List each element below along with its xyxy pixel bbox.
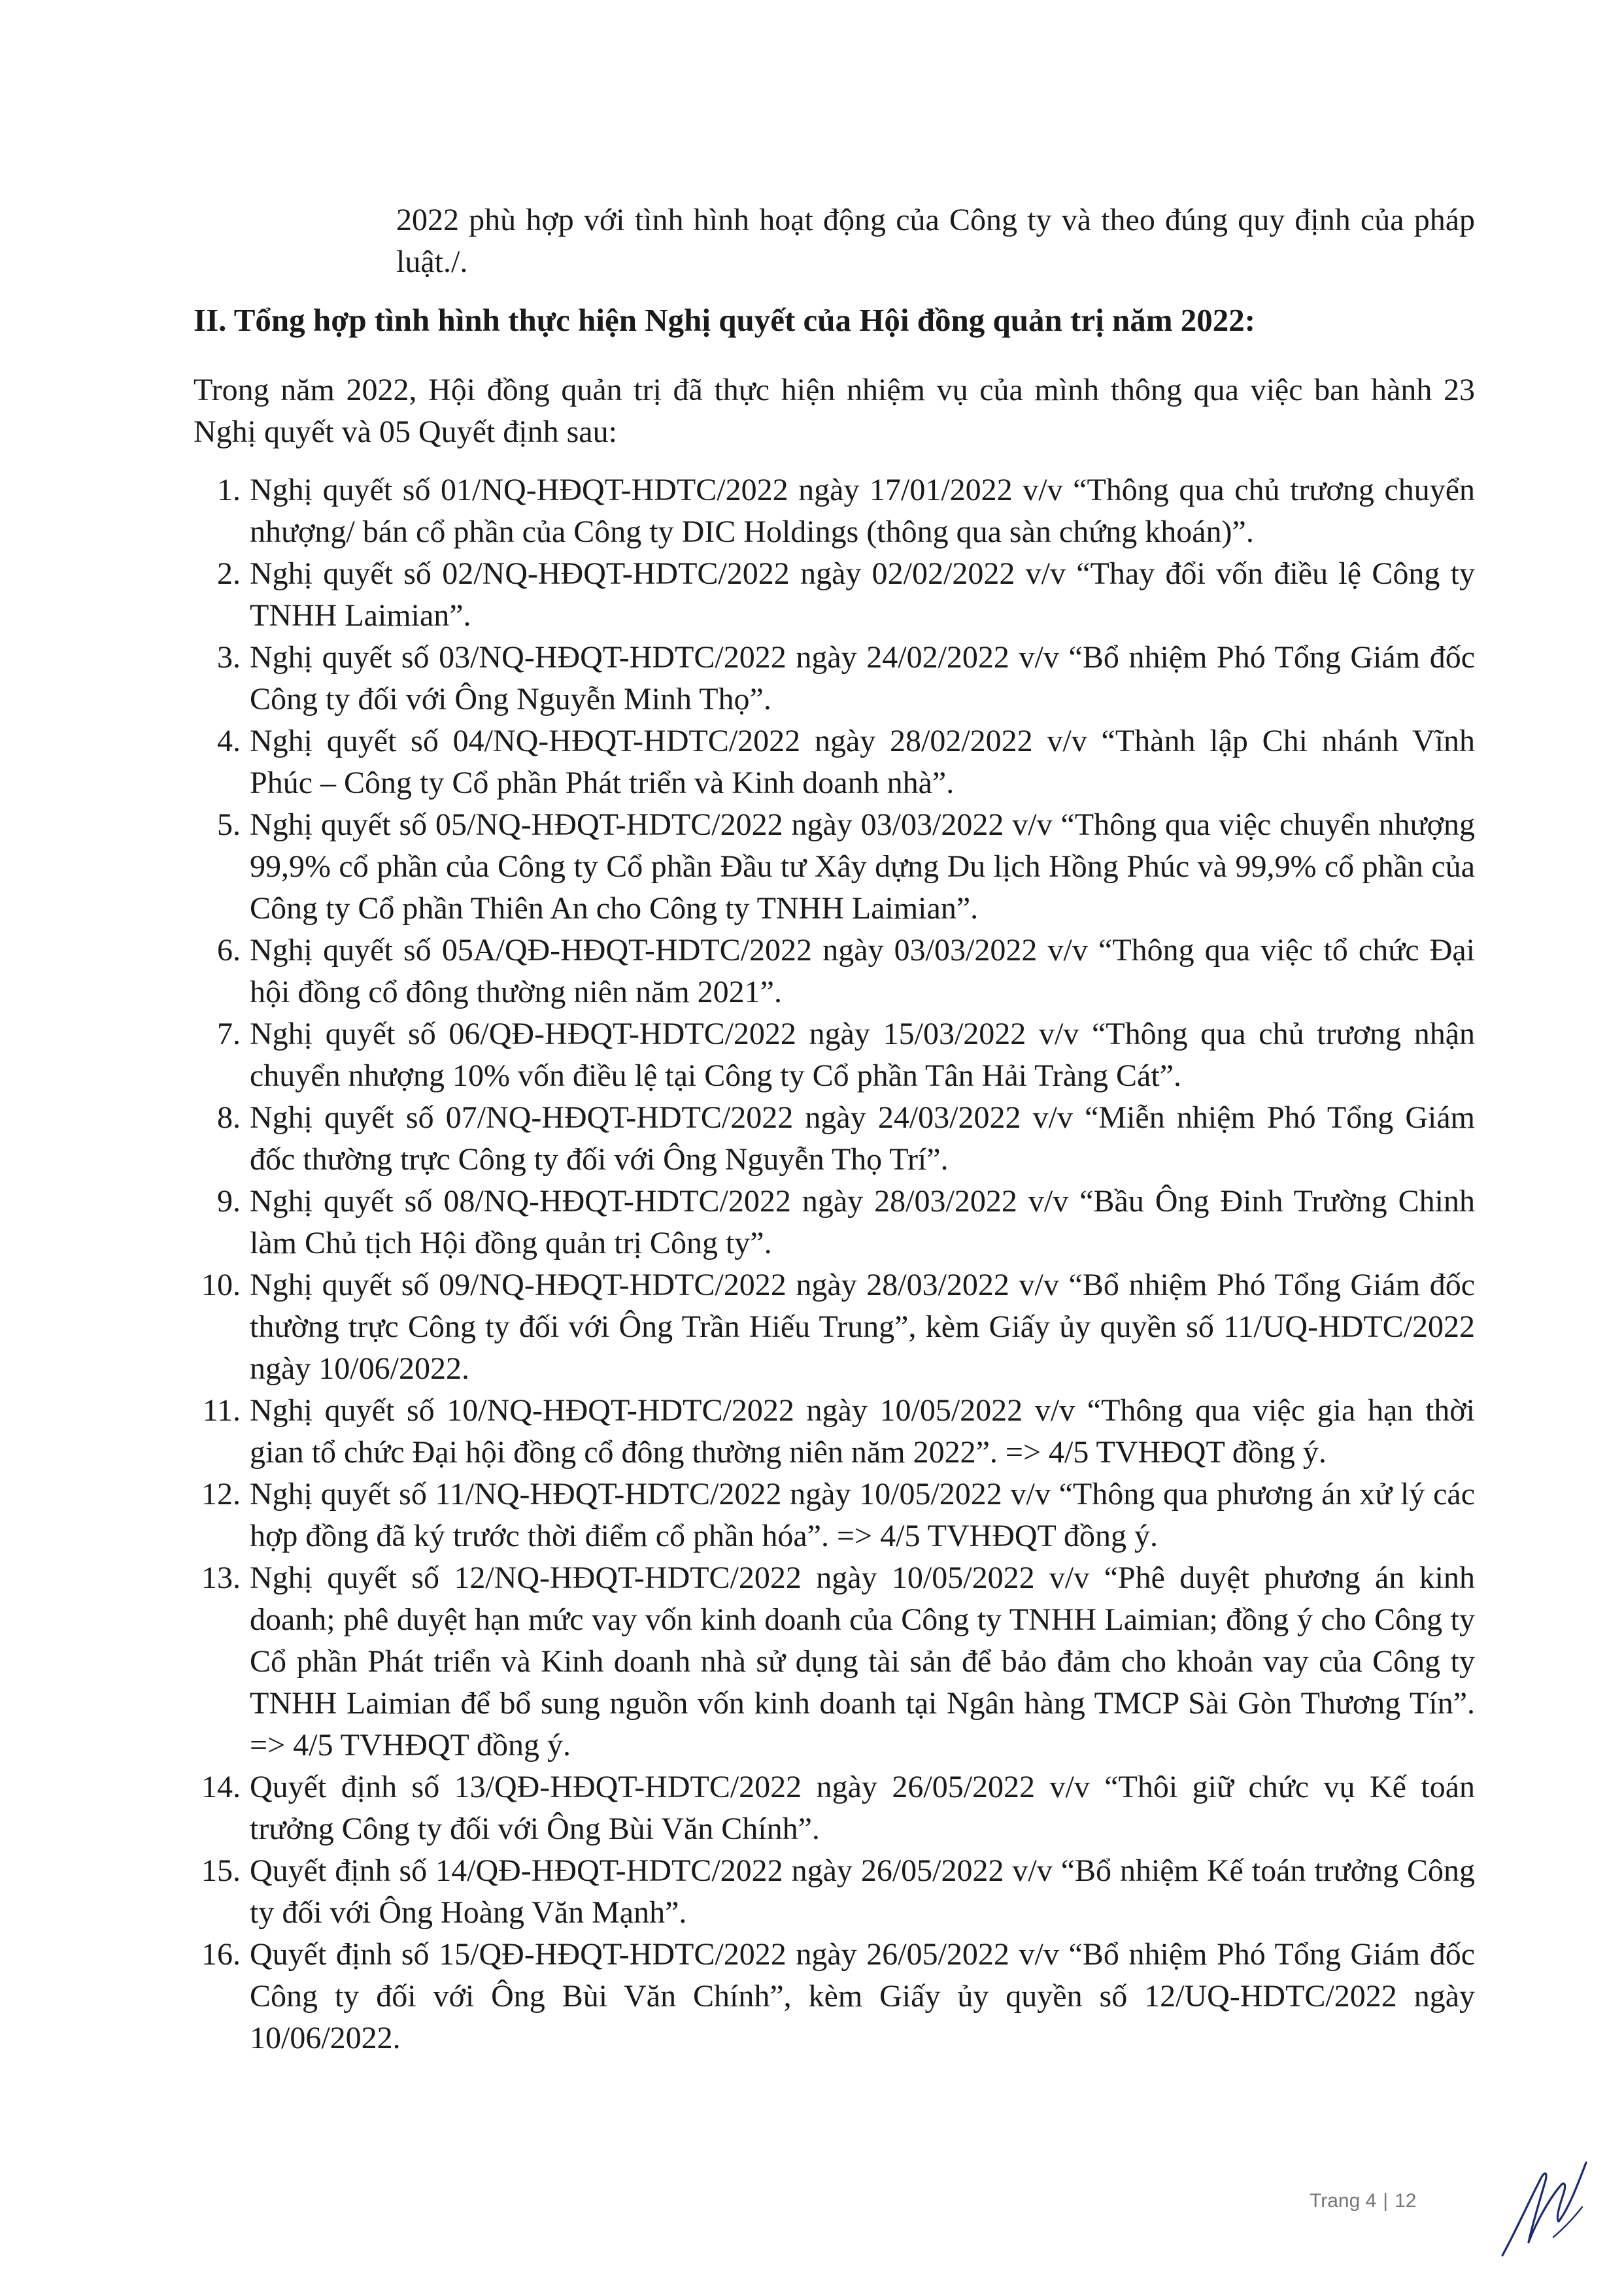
item-number: 2. [217,556,241,591]
item-number: 8. [217,1100,241,1135]
item-number: 15. [201,1853,241,1888]
item-text: Nghị quyết số 11/NQ-HĐQT-HDTC/2022 ngày 10/05/2022 v/v “Thông qua phương án xử lý các hợp đồng đã ký trước thời điểm cổ phần hóa”. => 4/5 TVHĐQT đồng ý. [250,1477,1475,1553]
item-number: 16. [201,1937,241,1972]
page-number: 4 [1365,2190,1377,2212]
item-text: Quyết định số 15/QĐ-HĐQT-HDTC/2022 ngày 26/05/2022 v/v “Bổ nhiệm Phó Tổng Giám đốc Công ty đối với Ông Bùi Văn Chính”, kèm Giấy ủy quyền số 12/UQ-HDTC/2022 ngày 10/06/2022. [250,1937,1475,2055]
item-text: Nghị quyết số 07/NQ-HĐQT-HDTC/2022 ngày 24/03/2022 v/v “Miễn nhiệm Phó Tổng Giám đốc thường trực Công ty đối với Ông Nguyễn Thọ Trí”. [250,1100,1475,1177]
list-item [194,1264,1475,1390]
item-number: 4. [217,724,241,758]
item-text: Nghị quyết số 08/NQ-HĐQT-HDTC/2022 ngày 28/03/2022 v/v “Bầu Ông Đinh Trường Chinh làm Chủ tịch Hội đồng quản trị Công ty”. [250,1184,1475,1260]
item-text: Quyết định số 14/QĐ-HĐQT-HDTC/2022 ngày 26/05/2022 v/v “Bổ nhiệm Kế toán trưởng Công ty đối với Ông Hoàng Văn Mạnh”. [250,1853,1475,1930]
page-separator: | [1383,2190,1389,2212]
item-number: 7. [217,1017,241,1051]
item-text: Nghị quyết số 10/NQ-HĐQT-HDTC/2022 ngày 10/05/2022 v/v “Thông qua việc gia hạn thời gian tổ chức Đại hội đồng cổ đông thường niên năm 2022”. => 4/5 TVHĐQT đồng ý. [250,1393,1475,1470]
list-item [194,1390,1475,1474]
item-text: Nghị quyết số 03/NQ-HĐQT-HDTC/2022 ngày 24/02/2022 v/v “Bổ nhiệm Phó Tổng Giám đốc Công ty đối với Ông Nguyễn Minh Thọ”. [250,640,1475,717]
list-item [194,1934,1475,2059]
item-number: 3. [217,640,241,675]
list-item [194,1557,1475,1766]
list-item [194,1474,1475,1557]
signature-initials-icon [1491,2151,1595,2262]
item-text: Nghị quyết số 05/NQ-HĐQT-HDTC/2022 ngày 03/03/2022 v/v “Thông qua việc chuyển nhượng 99,9% cổ phần của Công ty Cổ phần Đầu tư Xây dựng Du lịch Hồng Phúc và 99,9% cổ phần của Công ty Cổ phần Thiên An cho Công ty TNHH Laimian”. [250,807,1475,926]
continuation-paragraph: 2022 phù hợp với tình hình hoạt động của Công ty và theo đúng quy định của pháp luật./. [396,203,1475,279]
item-text: Nghị quyết số 12/NQ-HĐQT-HDTC/2022 ngày 10/05/2022 v/v “Phê duyệt phương án kinh doanh; phê duyệt hạn mức vay vốn kinh doanh của Công ty TNHH Laimian; đồng ý cho Công ty Cổ phần Phát triển và Kinh doanh nhà sử dụng tài sản để bảo đảm cho khoản vay của Công ty TNHH Laimian để bổ sung nguồn vốn kinh doanh tại Ngân hàng TMCP Sài Gòn Thương Tín”. => 4/5 TVHĐQT đồng ý. [250,1560,1475,1763]
item-text: Nghị quyết số 09/NQ-HĐQT-HDTC/2022 ngày 28/03/2022 v/v “Bổ nhiệm Phó Tổng Giám đốc thường trực Công ty đối với Ông Trần Hiếu Trung”, kèm Giấy ủy quyền số 11/UQ-HDTC/2022 ngày 10/06/2022. [250,1268,1475,1386]
item-text: Nghị quyết số 01/NQ-HĐQT-HDTC/2022 ngày 17/01/2022 v/v “Thông qua chủ trương chuyển nhượng/ bán cổ phần của Công ty DIC Holdings (thông qua sàn chứng khoán)”. [250,473,1475,549]
list-item [194,1181,1475,1264]
list-item [194,804,1475,930]
intro-paragraph: Trong năm 2022, Hội đồng quản trị đã thực hiện nhiệm vụ của mình thông qua việc ban hành 23 Nghị quyết và 05 Quyết định sau: [194,373,1475,449]
list-item [194,1097,1475,1181]
item-text: Nghị quyết số 02/NQ-HĐQT-HDTC/2022 ngày 02/02/2022 v/v “Thay đổi vốn điều lệ Công ty TNHH Laimian”. [250,556,1475,633]
item-number: 11. [202,1393,241,1428]
page-label: Trang [1310,2190,1361,2212]
list-item [194,637,1475,720]
item-text: Nghị quyết số 05A/QĐ-HĐQT-HDTC/2022 ngày 03/03/2022 v/v “Thông qua việc tổ chức Đại hội đồng cổ đông thường niên năm 2021”. [250,933,1475,1009]
item-number: 14. [201,1770,241,1804]
page-footer [1310,2190,1416,2212]
list-item [194,930,1475,1013]
list-item [194,1766,1475,1850]
item-text: Quyết định số 13/QĐ-HĐQT-HDTC/2022 ngày 26/05/2022 v/v “Thôi giữ chức vụ Kế toán trưởng Công ty đối với Ông Bùi Văn Chính”. [250,1770,1475,1846]
list-item [194,720,1475,804]
item-number: 12. [201,1477,241,1511]
resolution-list [194,469,1475,2059]
total-pages: 12 [1395,2190,1417,2212]
item-text: Nghị quyết số 06/QĐ-HĐQT-HDTC/2022 ngày 15/03/2022 v/v “Thông qua chủ trương nhận chuyển nhượng 10% vốn điều lệ tại Công ty Cổ phần Tân Hải Tràng Cát”. [250,1017,1475,1093]
item-number: 13. [201,1560,241,1595]
item-text: Nghị quyết số 04/NQ-HĐQT-HDTC/2022 ngày 28/02/2022 v/v “Thành lập Chi nhánh Vĩnh Phúc – Công ty Cổ phần Phát triển và Kinh doanh nhà”. [250,724,1475,800]
list-item [194,1850,1475,1934]
list-item [194,469,1475,553]
list-item [194,553,1475,637]
item-number: 5. [217,807,241,842]
item-number: 9. [217,1184,241,1219]
list-item [194,1013,1475,1097]
item-number: 6. [217,933,241,968]
item-number: 10. [201,1268,241,1302]
item-number: 1. [217,473,241,507]
section-heading: II. Tổng hợp tình hình thực hiện Nghị quyết của Hội đồng quản trị năm 2022: [194,302,1256,338]
